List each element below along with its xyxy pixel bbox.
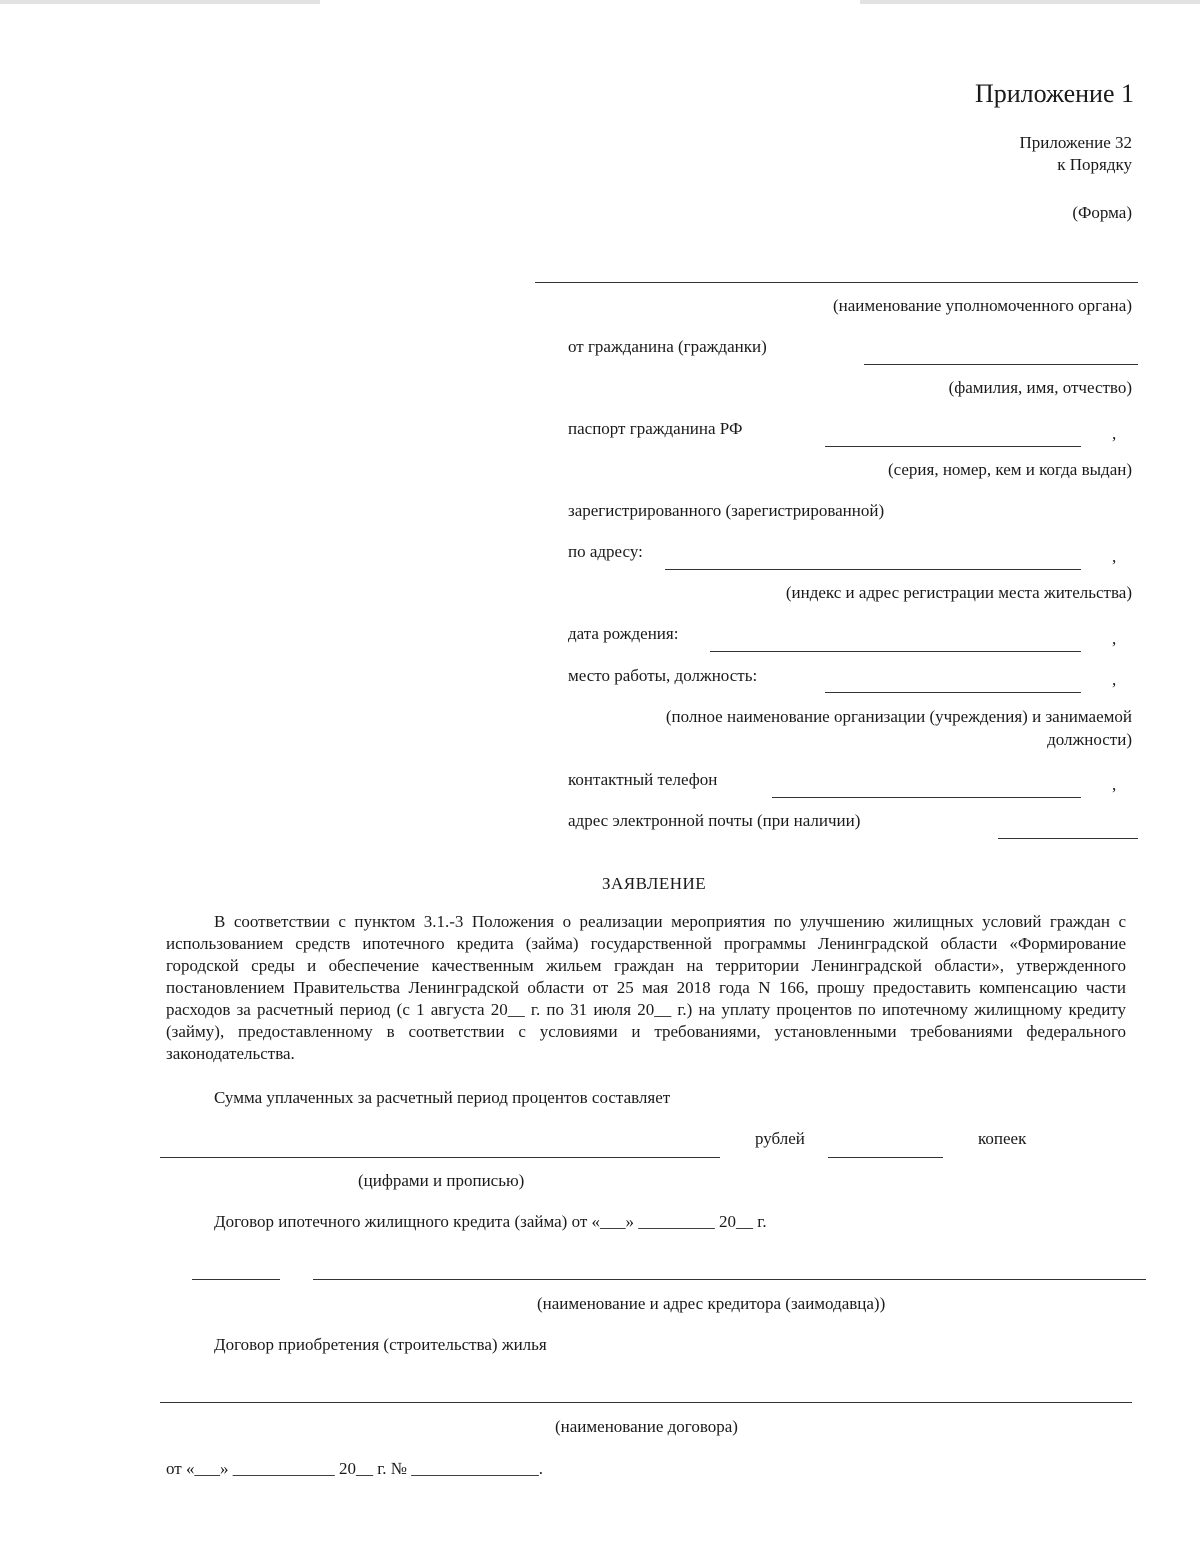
contract-name-field-line bbox=[160, 1402, 1132, 1403]
birthdate-comma: , bbox=[1112, 629, 1117, 648]
phone-label: контактный телефон bbox=[568, 770, 718, 789]
creditor-field-line bbox=[313, 1279, 1146, 1280]
appendix-main-title: Приложение 1 bbox=[974, 79, 1134, 108]
form-label: (Форма) bbox=[1072, 203, 1132, 222]
address-label: по адресу: bbox=[568, 542, 643, 561]
rubles-label: рублей bbox=[755, 1129, 805, 1148]
authority-caption: (наименование уполномоченного органа) bbox=[832, 296, 1132, 315]
statement-title: ЗАЯВЛЕНИЕ bbox=[602, 874, 707, 893]
address-comma: , bbox=[1112, 547, 1117, 566]
workplace-field-line bbox=[825, 692, 1081, 693]
kopecks-field-line bbox=[828, 1157, 943, 1158]
sum-label: Сумма уплаченных за расчетный период процентов составляет bbox=[214, 1088, 671, 1107]
creditor-short-field-line bbox=[192, 1279, 280, 1280]
sum-caption: (цифрами и прописью) bbox=[358, 1171, 525, 1190]
workplace-label: место работы, должность: bbox=[568, 666, 758, 685]
passport-label: паспорт гражданина РФ bbox=[568, 419, 743, 438]
phone-comma: , bbox=[1112, 775, 1117, 794]
address-caption: (индекс и адрес регистрации места жительства) bbox=[785, 583, 1132, 602]
birthdate-field-line bbox=[710, 651, 1081, 652]
passport-caption: (серия, номер, кем и когда выдан) bbox=[887, 460, 1132, 479]
workplace-comma: , bbox=[1112, 670, 1117, 689]
email-field-line bbox=[998, 838, 1138, 839]
phone-field-line bbox=[772, 797, 1081, 798]
sum-field-line bbox=[160, 1157, 720, 1158]
creditor-caption: (наименование и адрес кредитора (заимодавца)) bbox=[537, 1294, 886, 1313]
mortgage-contract-line: Договор ипотечного жилищного кредита (займа) от «___» _________ 20__ г. bbox=[214, 1212, 767, 1231]
appendix-sub-line2: к Порядку bbox=[1057, 155, 1132, 174]
contract-name-caption: (наименование договора) bbox=[555, 1417, 738, 1436]
workplace-caption-line1: (полное наименование организации (учреждения) и занимаемой bbox=[665, 707, 1132, 726]
kopecks-label: копеек bbox=[978, 1129, 1027, 1148]
contract-date-line: от «___» ____________ 20__ г. № _______________. bbox=[166, 1459, 543, 1478]
purchase-contract-label: Договор приобретения (строительства) жилья bbox=[214, 1335, 547, 1354]
passport-field-line bbox=[825, 446, 1081, 447]
address-field-line bbox=[665, 569, 1081, 570]
email-label: адрес электронной почты (при наличии) bbox=[568, 811, 861, 830]
statement-body: В соответствии с пунктом 3.1.-3 Положения о реализации мероприятия по улучшению жилищных условий граждан с использованием средств ипотечного кредита (займа) государственной программы Ленинградской области «Формирование городской среды и обеспечение качественным жильем граждан на территории Ленинградской области», утвержденного постановлением Правительства Ленинградской области от 25 мая 2018 года N 166, прошу предоставить компенсацию части расходов за расчетный период (с 1 августа 20__ г. по 31 июля 20__ г.) на уплату процентов по ипотечному жилищному кредиту (займу), предоставленному в соответствии с условиями и требованиями, установленными требованиями федерального законодательства. bbox=[166, 912, 1126, 1063]
scan-artifact bbox=[0, 0, 320, 4]
fullname-caption: (фамилия, имя, отчество) bbox=[948, 378, 1132, 397]
from-citizen-label: от гражданина (гражданки) bbox=[568, 337, 767, 356]
authority-name-field-line bbox=[535, 282, 1138, 283]
scan-artifact bbox=[860, 0, 1200, 4]
fullname-field-line bbox=[864, 364, 1138, 365]
registered-label: зарегистрированного (зарегистрированной) bbox=[568, 501, 885, 520]
workplace-caption-line2: должности) bbox=[1047, 730, 1132, 749]
appendix-sub-line1: Приложение 32 bbox=[1019, 133, 1132, 152]
birthdate-label: дата рождения: bbox=[568, 624, 679, 643]
passport-comma: , bbox=[1112, 424, 1117, 443]
